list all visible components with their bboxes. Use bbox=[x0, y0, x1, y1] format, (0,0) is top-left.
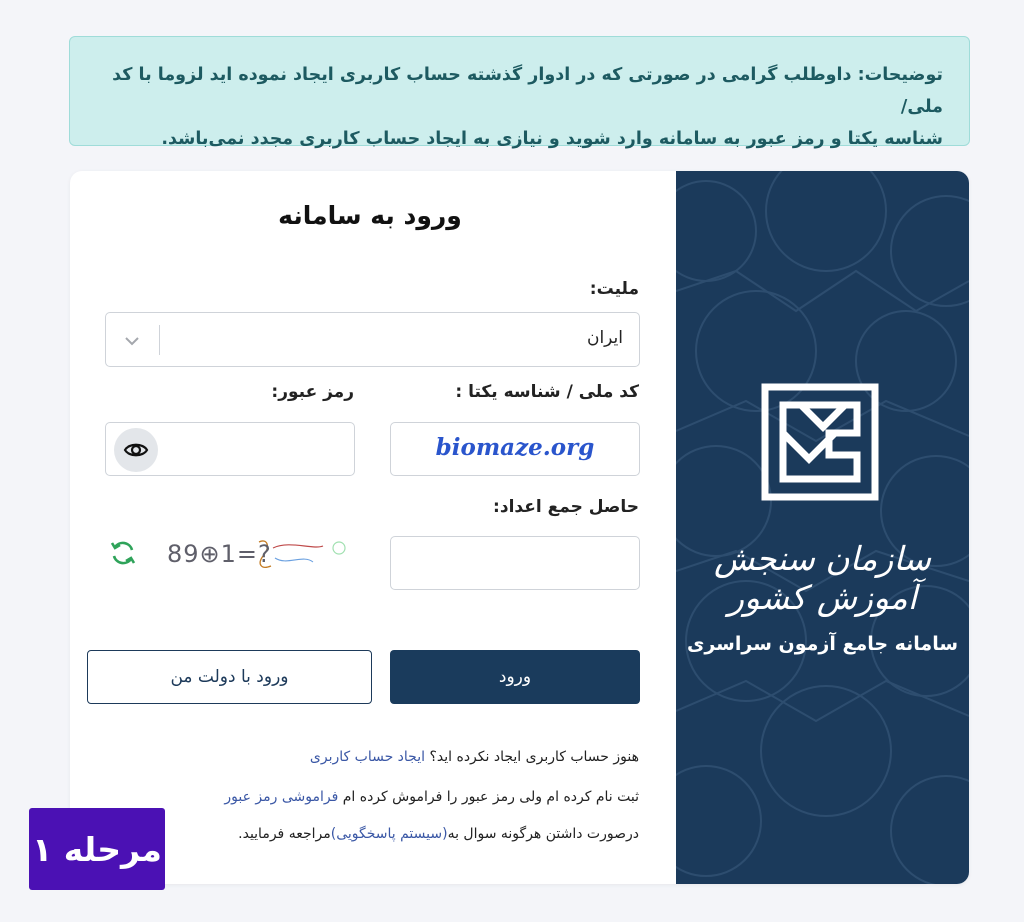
support-text-post: مراجعه فرمایید. bbox=[238, 826, 331, 842]
support-system-link[interactable]: (سیستم پاسخگویی) bbox=[330, 826, 448, 842]
notice-line-2: شناسه یکتا و رمز عبور به سامانه وارد شوید و نیازی به ایجاد حساب کاربری مجدد نمی‌باشد. bbox=[161, 129, 943, 149]
refresh-captcha-icon[interactable] bbox=[108, 538, 138, 568]
signup-text: هنوز حساب کاربری ایجاد نکرده اید؟ bbox=[429, 749, 639, 765]
national-id-value: biomaze.org bbox=[435, 434, 595, 461]
form-title: ورود به سامانه bbox=[278, 201, 462, 230]
dolat-man-login-button[interactable]: ورود با دولت من bbox=[87, 650, 372, 704]
nationality-value: ایران bbox=[586, 328, 623, 348]
national-id-input[interactable] bbox=[390, 422, 640, 476]
password-label: رمز عبور: bbox=[271, 382, 354, 402]
forgot-line bbox=[224, 789, 639, 805]
forgot-password-link[interactable]: فراموشی رمز عبور bbox=[224, 789, 339, 805]
show-password-toggle[interactable] bbox=[114, 428, 158, 472]
captcha-text: 89⊕1=? bbox=[167, 540, 272, 568]
organization-calligraphy: سازمان سنجش آموزش کشور bbox=[713, 539, 932, 617]
support-text-pre: درصورت داشتن هرگونه سوال به bbox=[447, 826, 639, 842]
step-badge: مرحله ۱ bbox=[29, 808, 165, 890]
brand-panel bbox=[676, 171, 969, 884]
support-line bbox=[238, 826, 639, 842]
captcha-image bbox=[163, 532, 353, 576]
notice-line-1: توضیحات: داوطلب گرامی در صورتی که در ادوار گذشته حساب کاربری ایجاد نموده اید لزوما با کد ملی/ bbox=[112, 65, 943, 117]
captcha-answer-input[interactable] bbox=[390, 536, 640, 590]
nationality-label: ملیت: bbox=[589, 279, 639, 299]
eye-icon bbox=[123, 437, 149, 463]
forgot-text: ثبت نام کرده ام ولی رمز عبور را فراموش کرده ام bbox=[342, 789, 639, 805]
organization-logo-icon bbox=[761, 383, 879, 501]
pattern-background bbox=[676, 171, 969, 884]
select-separator bbox=[159, 325, 160, 355]
login-card bbox=[70, 171, 969, 884]
signup-line bbox=[310, 749, 639, 765]
login-button[interactable]: ورود bbox=[390, 650, 640, 704]
nationality-select[interactable] bbox=[105, 312, 640, 367]
captcha-sum-label: حاصل جمع اعداد: bbox=[493, 497, 639, 517]
notice-banner bbox=[69, 36, 970, 149]
system-title: سامانه جامع آزمون سراسری bbox=[686, 633, 959, 655]
national-id-label: کد ملی / شناسه یکتا : bbox=[455, 382, 639, 402]
signup-link[interactable]: ایجاد حساب کاربری bbox=[309, 749, 426, 765]
chevron-down-icon[interactable] bbox=[122, 331, 142, 351]
password-input[interactable] bbox=[105, 422, 355, 476]
